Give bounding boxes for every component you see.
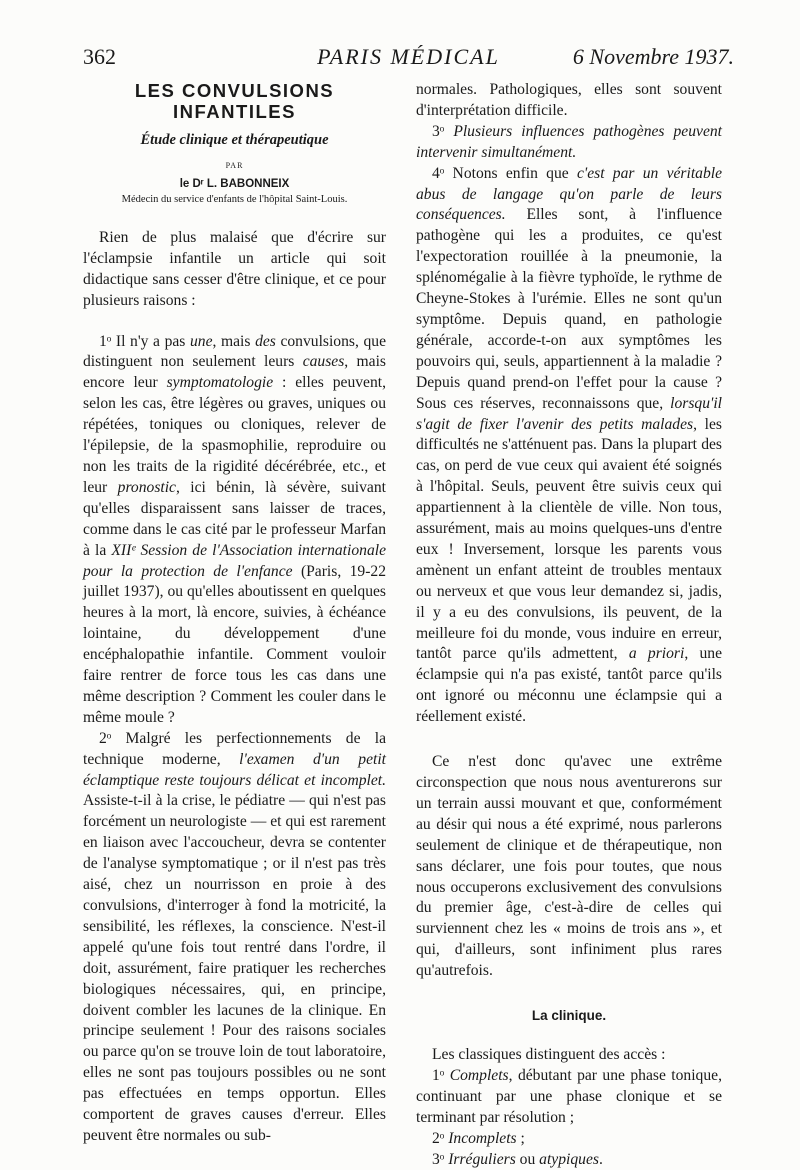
list-item-incomplets: 2ᵒ Incomplets ;: [416, 1129, 722, 1150]
page-number: 362: [83, 44, 116, 70]
list-item-complets: 1ᵒ Complets, débutant par une phase tonique, continuant par une phase clonique et se terminant par résolution ;: [416, 1066, 722, 1129]
point-2-paragraph: 2ᵒ Malgré les perfectionnements de la technique moderne, l'examen d'un petit éclamptique reste toujours délicat et incomplet. Assiste-t-il à la crise, le pédiatre — qui n'est pas forcément un neurologiste — et qui est rarement en liaison avec l'accoucheur, devra se contenter de l'analyse symptomatique ; or il n'est pas très aisé, chez un nourrisson en proie à des convulsions, d'interroger à fond la motricité, la sensibilité, les réflexes, la conscience. N'est-il appelé qu'une fois tout rentré dans l'ordre, il doit, assurément, faire pratiquer les recherches biologiques nécessaires, qui, en principe, doivent combler les lacunes de la clinique. En principe seulement ! Pour des raisons sociales ou parce qu'on se trouve loin de tout laboratoire, elles ne sont pas toujours possibles ou ne sont pas effectuées en temps opportun. Elles comportent de graves causes d'erreur. Elles peuvent être normales ou sub-: [83, 729, 386, 1147]
issue-date: 6 Novembre 1937.: [573, 44, 734, 70]
running-header: [83, 44, 734, 74]
classification-intro: Les classiques distinguent des accès :: [416, 1045, 722, 1066]
list-item-irreguliers: 3ᵒ Irréguliers ou atypiques.: [416, 1150, 722, 1170]
point-3-paragraph: 3ᵒ Plusieurs influences pathogènes peuvent intervenir simultanément.: [416, 122, 722, 164]
article-title: LES CONVULSIONS INFANTILES: [83, 80, 386, 122]
point-4-paragraph: 4ᵒ Notons enfin que c'est par un véritable abus de langage qu'on parle de leurs conséquences. Elles sont, à l'influence pathogène qui les a produites, ce qu'est l'expectoration rouillée à la pneumonie, la splénomégalie à la fièvre typhoïde, le rythme de Cheyne-Stokes à l'urémie. Elles ne sont qu'un symptôme. Depuis quand, en pathologie générale, accorde-t-on aux symptômes les pouvoirs qui, seuls, appartiennent à la maladie ? Depuis quand prend-on l'effet pour la cause ? Sous ces réserves, reconnaissons que, lorsqu'il s'agit de fixer l'avenir des petits malades, les difficultés ne s'atténuent pas. Dans la plupart des cas, on perd de vue ceux qui avaient été soignés à l'hôpital. Seuls, peuvent être suivis ceux qui appartiennent à la clientèle de ville. Non tous, assurément, mais au moins quelques-uns d'entre eux ! Inversement, lorsque les parents vous amènent un enfant atteint de troubles mentaux ou nerveux et que vous leur demandez si, jadis, il y a eu des convulsions, ils peuvent, de la meilleure foi du monde, vous induire en erreur, tantôt parce qu'ils admettent, a priori, une éclampsie qui n'a pas existé, tantôt parce qu'ils ont ignoré ou méconnu une éclampsie qui a réellement existé.: [416, 164, 722, 728]
journal-title: PARIS MÉDICAL: [83, 44, 734, 70]
section-heading: La clinique.: [416, 1006, 722, 1027]
scope-paragraph: Ce n'est donc qu'avec une extrême circonspection que nous nous aventurerons sur un terrain aussi mouvant et que, conformément au désir qui nous a été exprimé, nous parlerons seulement de clinique et de thérapeutique, non sans déclarer, une fois pour toutes, que nous nous occuperons exclusivement des convulsions du premier âge, c'est-à-dire de celles qui surviennent chez les « moins de trois ans », et qui, d'ailleurs, sont infiniment plus rares qu'autrefois.: [416, 752, 722, 982]
article-subtitle: Étude clinique et thérapeutique: [83, 130, 386, 151]
continued-paragraph: normales. Pathologiques, elles sont souvent d'interprétation difficile.: [416, 80, 722, 122]
author-name: le Dʳ L. BABONNEIX: [83, 177, 386, 191]
right-column: [416, 80, 722, 1170]
point-1-paragraph: 1ᵒ Il n'y a pas une, mais des convulsions, que distinguent non seulement leurs causes, mais encore leur symptomatologie : elles peuvent, selon les cas, être légères ou graves, uniques ou répétées, toniques ou cloniques, relever de l'épilepsie, de la spasmophilie, reproduire ou non les traits de la rigidité décérébrée, etc., et leur pronostic, ici bénin, là sévère, suivant qu'elles disparaissent sans laisser de traces, comme dans le cas cité par le professeur Marfan à la XIIᵉ Session de l'Association internationale pour la protection de l'enfance (Paris, 19-22 juillet 1937), ou qu'elles aboutissent en quelques heures à la mort, là encore, suivies, à échéance lointaine, du développement d'une encéphalopathie infantile. Comment vouloir faire rentrer de force tous les cas dans une même description ? Comment les couler dans le même moule ?: [83, 332, 386, 729]
author-affiliation: Médecin du service d'enfants de l'hôpital Saint-Louis.: [83, 193, 386, 206]
byline-par: PAR: [83, 161, 386, 171]
left-column: [83, 80, 386, 1147]
intro-paragraph: Rien de plus malaisé que d'écrire sur l'éclampsie infantile un article qui soit didactique sans cesser d'être clinique, et ce pour plusieurs raisons :: [83, 228, 386, 312]
